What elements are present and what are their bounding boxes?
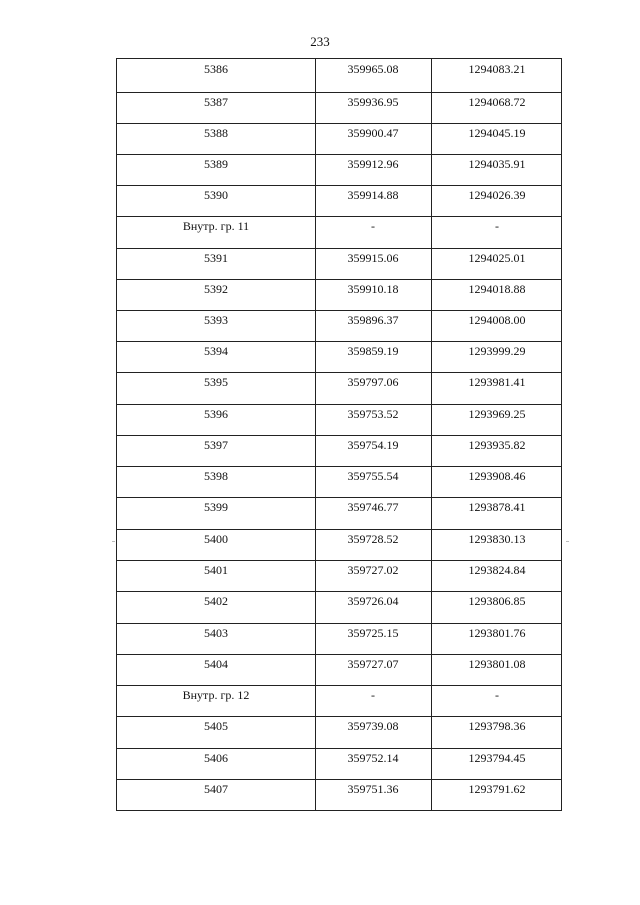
table-row	[117, 591, 561, 624]
table-row	[117, 748, 561, 780]
x-coordinate-cell: 359725.15	[347, 626, 399, 640]
y-coordinate-cell: 1294035.91	[468, 157, 526, 171]
table-row	[117, 497, 561, 530]
y-coordinate-cell: 1294026.39	[468, 188, 526, 202]
x-coordinate-cell: 359746.77	[347, 500, 399, 514]
x-coordinate-cell: 359914.88	[347, 188, 399, 202]
point-id-cell: 5405	[204, 719, 228, 733]
table-row	[117, 341, 561, 373]
table-row	[117, 154, 561, 186]
x-coordinate-cell: 359752.14	[347, 751, 399, 765]
x-coordinate-cell: 359900.47	[347, 126, 399, 140]
x-coordinate-cell: -	[371, 219, 375, 233]
x-coordinate-cell: 359755.54	[347, 469, 399, 483]
y-coordinate-cell: 1293969.25	[468, 407, 526, 421]
table-row	[117, 654, 561, 686]
x-coordinate-cell: 359754.19	[347, 438, 399, 452]
x-coordinate-cell: 359915.06	[347, 251, 399, 265]
point-id-cell: 5398	[204, 469, 228, 483]
x-coordinate-cell: 359727.02	[347, 563, 399, 577]
table-row	[117, 372, 561, 405]
table-row	[117, 310, 561, 342]
x-coordinate-cell: 359896.37	[347, 313, 399, 327]
y-coordinate-cell: 1293801.76	[468, 626, 526, 640]
y-coordinate-cell: 1293806.85	[468, 594, 526, 608]
y-coordinate-cell: 1294018.88	[468, 282, 526, 296]
y-coordinate-cell: 1293878.41	[468, 500, 526, 514]
y-coordinate-cell: -	[495, 219, 499, 233]
y-coordinate-cell: 1293794.45	[468, 751, 526, 765]
point-id-cell: 5397	[204, 438, 228, 452]
scan-mark	[112, 541, 115, 542]
y-coordinate-cell: 1294008.00	[468, 313, 526, 327]
point-id-cell: 5392	[204, 282, 228, 296]
x-coordinate-cell: 359912.96	[347, 157, 399, 171]
y-coordinate-cell: 1293935.82	[468, 438, 526, 452]
y-coordinate-cell: 1293830.13	[468, 532, 526, 546]
x-coordinate-cell: 359739.08	[347, 719, 399, 733]
table-row	[117, 623, 561, 655]
y-coordinate-cell: 1294083.21	[468, 62, 526, 76]
y-coordinate-cell: 1293999.29	[468, 344, 526, 358]
x-coordinate-cell: 359910.18	[347, 282, 399, 296]
point-id-cell: 5388	[204, 126, 228, 140]
point-id-cell: Внутр. гр. 11	[182, 219, 250, 233]
point-id-cell: 5395	[204, 375, 228, 389]
point-id-cell: 5406	[204, 751, 228, 765]
x-coordinate-cell: 359727.07	[347, 657, 399, 671]
table-row	[117, 685, 561, 717]
table-row	[117, 279, 561, 311]
table-row	[117, 466, 561, 498]
table-row	[117, 248, 561, 280]
point-id-cell: 5403	[204, 626, 228, 640]
point-id-cell: 5401	[204, 563, 228, 577]
x-coordinate-cell: 359965.08	[347, 62, 399, 76]
point-id-cell: 5389	[204, 157, 228, 171]
point-id-cell: 5400	[204, 532, 228, 546]
x-coordinate-cell: 359936.95	[347, 95, 399, 109]
x-coordinate-cell: 359751.36	[347, 782, 399, 796]
table-row	[117, 529, 561, 561]
y-coordinate-cell: 1293798.36	[468, 719, 526, 733]
point-id-cell: 5386	[204, 62, 228, 76]
point-id-cell: 5407	[204, 782, 228, 796]
y-coordinate-cell: 1294045.19	[468, 126, 526, 140]
table-row	[117, 216, 561, 249]
table-row	[117, 435, 561, 467]
y-coordinate-cell: 1294068.72	[468, 95, 526, 109]
table-row	[117, 404, 561, 436]
point-id-cell: 5402	[204, 594, 228, 608]
point-id-cell: 5393	[204, 313, 228, 327]
y-coordinate-cell: -	[495, 688, 499, 702]
y-coordinate-cell: 1294025.01	[468, 251, 526, 265]
x-coordinate-cell: 359859.19	[347, 344, 399, 358]
table-row	[117, 716, 561, 749]
y-coordinate-cell: 1293908.46	[468, 469, 526, 483]
y-coordinate-cell: 1293791.62	[468, 782, 526, 796]
point-id-cell: 5394	[204, 344, 228, 358]
y-coordinate-cell: 1293824.84	[468, 563, 526, 577]
x-coordinate-cell: 359726.04	[347, 594, 399, 608]
y-coordinate-cell: 1293801.08	[468, 657, 526, 671]
table-row	[117, 59, 561, 93]
y-coordinate-cell: 1293981.41	[468, 375, 526, 389]
point-id-cell: 5390	[204, 188, 228, 202]
x-coordinate-cell: -	[371, 688, 375, 702]
table-row	[117, 560, 561, 592]
table-row	[117, 779, 561, 811]
point-id-cell: 5399	[204, 500, 228, 514]
point-id-cell: 5396	[204, 407, 228, 421]
x-coordinate-cell: 359728.52	[347, 532, 399, 546]
x-coordinate-cell: 359797.06	[347, 375, 399, 389]
table-row	[117, 123, 561, 155]
table-row	[117, 92, 561, 124]
point-id-cell: 5387	[204, 95, 228, 109]
scan-mark	[566, 541, 569, 542]
point-id-cell: 5404	[204, 657, 228, 671]
table-row	[117, 185, 561, 217]
point-id-cell: 5391	[204, 251, 228, 265]
page-number: 233	[310, 34, 330, 49]
x-coordinate-cell: 359753.52	[347, 407, 399, 421]
point-id-cell: Внутр. гр. 12	[182, 688, 250, 702]
coordinates-table	[116, 58, 562, 811]
